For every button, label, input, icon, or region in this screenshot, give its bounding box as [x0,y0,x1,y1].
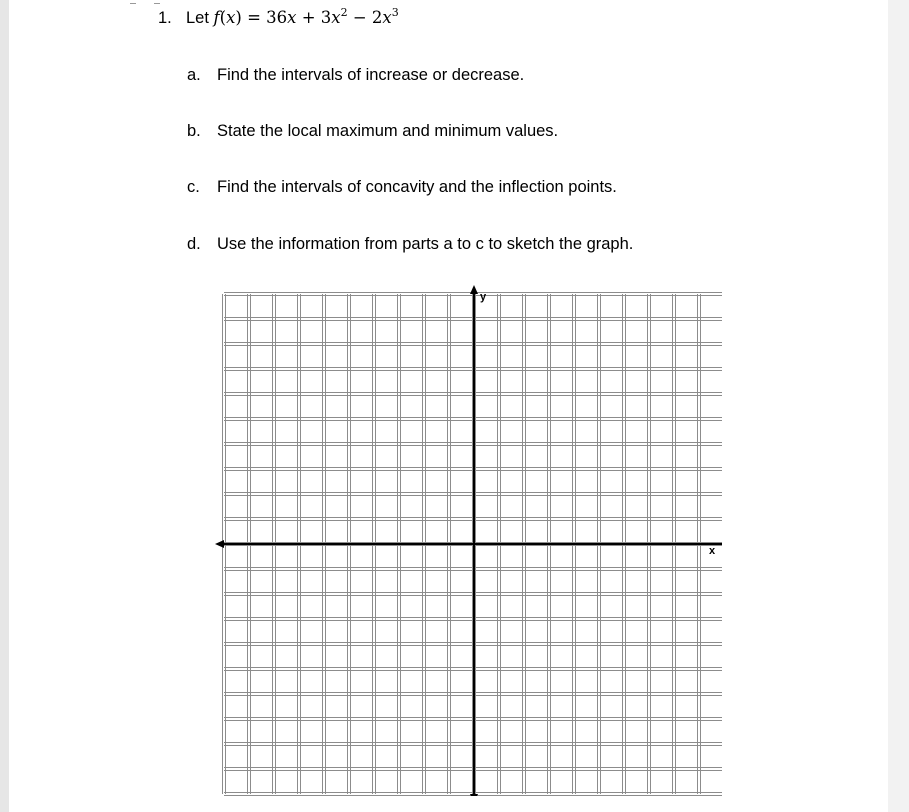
x-axis-arrow-left-icon [215,540,224,548]
part-b-letter: b. [187,122,201,140]
part-d-text: Use the information from parts a to c to sketch the graph. [217,235,634,253]
part-a-text: Find the intervals of increase or decrease. [217,66,525,84]
coordinate-grid [212,284,722,796]
problem-statement [158,8,399,28]
x-axis-label: x [709,545,716,557]
part-b-text: State the local maximum and minimum values. [217,122,559,140]
part-d [187,235,633,254]
part-c-text: Find the intervals of concavity and the inflection points. [217,178,617,196]
page-corner-mark-right [154,0,160,4]
part-c [187,178,617,197]
problem-number: 1. [158,9,172,27]
axes [215,285,722,796]
part-b [187,122,558,141]
y-axis-arrow-down-icon [470,794,478,796]
part-a [187,66,524,85]
y-axis-arrow-up-icon [470,285,478,294]
part-c-letter: c. [187,178,200,196]
y-axis-label: y [480,291,487,303]
document-page [9,0,888,812]
problem-lead: Let [186,9,214,27]
part-a-letter: a. [187,66,201,84]
part-d-letter: d. [187,235,201,253]
function-formula: $f(x) = 36x + 3x^2 - 2x^3$ [213,6,399,27]
page-corner-mark-left [130,0,136,4]
